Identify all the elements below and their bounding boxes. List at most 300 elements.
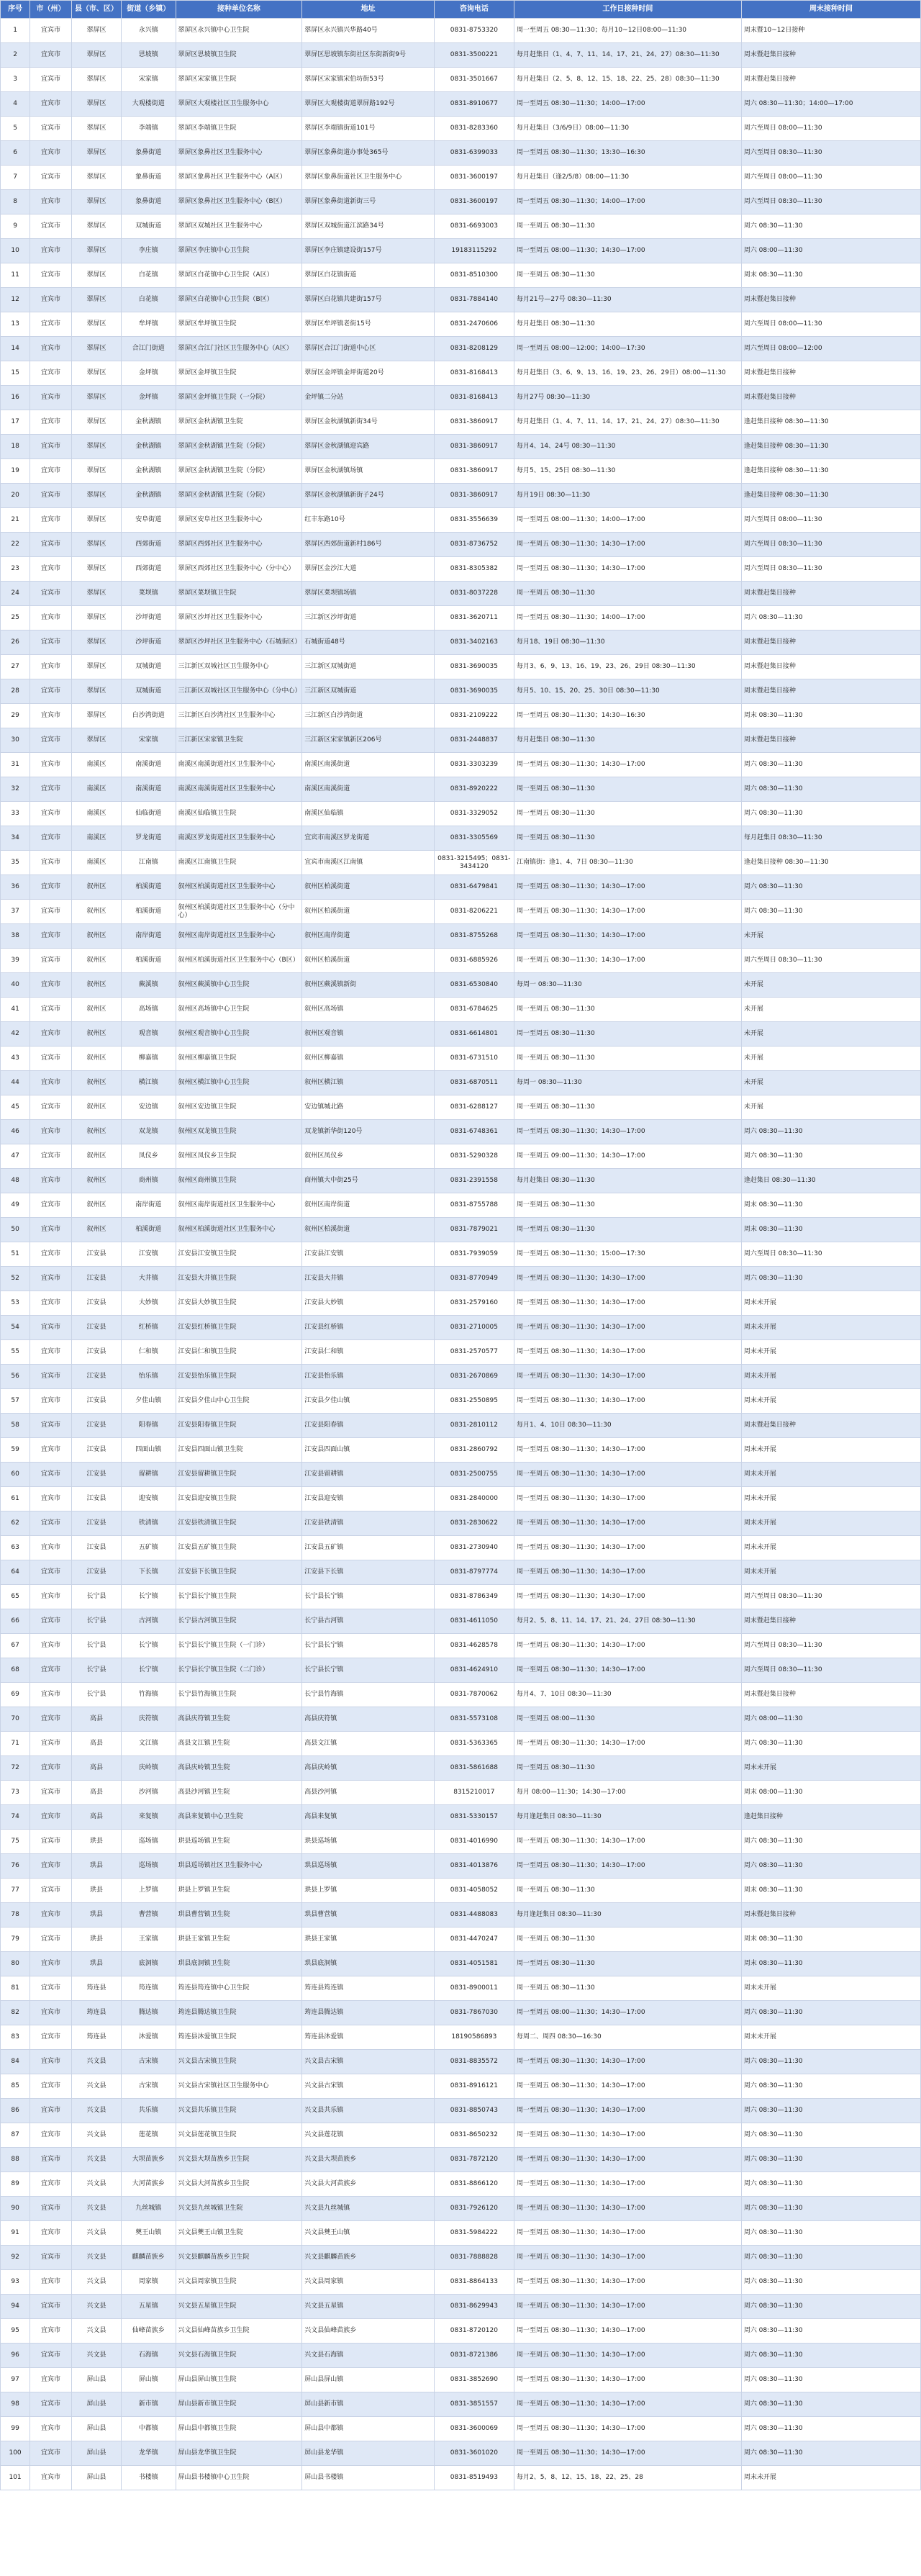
cell-address: 翠屏区李庄镇建设街157号: [302, 239, 435, 263]
cell-city: 宜宾市: [30, 312, 72, 337]
cell-street: 大井镇: [121, 1267, 176, 1291]
cell-phone: 0831-3305569: [434, 826, 514, 851]
cell-weekend-hours: 周六 08:30—11:30: [741, 2344, 920, 2368]
cell-street: 李庄镇: [121, 239, 176, 263]
cell-index: 52: [1, 1267, 30, 1291]
table-row: [1, 2172, 921, 2197]
cell-address: 三江新区白沙湾街道: [302, 704, 435, 728]
cell-address: 翠屏区金秋湖镇新街子24号: [302, 484, 435, 508]
cell-weekday-hours: 周一至周五 08:30—11:30；14:30—17:00: [514, 2319, 741, 2344]
table-row: [1, 435, 921, 459]
cell-phone: 0831-3215495；0831-3434120: [434, 851, 514, 875]
cell-weekend-hours: 周末 08:30—11:30: [741, 1879, 920, 1903]
table-row: [1, 2050, 921, 2074]
table-row: [1, 2099, 921, 2123]
table-row: [1, 2319, 921, 2344]
cell-weekday-hours: 周一至周五 08:30—11:30: [514, 582, 741, 606]
cell-address: 屏山县中都镇: [302, 2417, 435, 2441]
cell-index: 64: [1, 1560, 30, 1585]
cell-street: 柏溪街道: [121, 875, 176, 900]
cell-phone: 0831-8755788: [434, 1193, 514, 1218]
cell-index: 94: [1, 2295, 30, 2319]
cell-street: 象鼻街道: [121, 141, 176, 166]
cell-weekend-hours: 周末暨赶集日接种: [741, 728, 920, 753]
cell-weekend-hours: 周六 08:30—11:30: [741, 2001, 920, 2025]
cell-street: 横江镇: [121, 1071, 176, 1095]
cell-weekday-hours: 每月1、4、10日 08:30—11:30: [514, 1414, 741, 1438]
cell-city: 宜宾市: [30, 141, 72, 166]
cell-index: 20: [1, 484, 30, 508]
cell-index: 97: [1, 2368, 30, 2392]
cell-weekday-hours: 周一至周五 08:30—11:30: [514, 1976, 741, 2001]
table-row: [1, 263, 921, 288]
cell-county: 叙州区: [71, 924, 121, 949]
cell-index: 84: [1, 2050, 30, 2074]
cell-phone: 0831-3402163: [434, 631, 514, 655]
cell-phone: 18190586893: [434, 2025, 514, 2050]
cell-weekend-hours: 未开展: [741, 1047, 920, 1071]
cell-weekend-hours: 周末暨赶集日接种: [741, 679, 920, 704]
cell-county: 珙县: [71, 1903, 121, 1928]
cell-street: 中都镇: [121, 2417, 176, 2441]
cell-weekday-hours: 每周二、周四 08:30—16:30: [514, 2025, 741, 2050]
table-row: [1, 1952, 921, 1976]
cell-weekday-hours: 江南镇街：逢1、4、7日 08:30—11:30: [514, 851, 741, 875]
cell-phone: 0831-3860917: [434, 484, 514, 508]
cell-weekday-hours: 每月27号 08:30—11:30: [514, 386, 741, 410]
cell-site-name: 江安县四面山镇卫生院: [176, 1438, 302, 1463]
cell-weekend-hours: 周末未开展: [741, 1976, 920, 2001]
cell-address: 兴文县周家镇: [302, 2270, 435, 2295]
cell-city: 宜宾市: [30, 1169, 72, 1193]
cell-index: 68: [1, 1658, 30, 1683]
cell-county: 兴文县: [71, 2319, 121, 2344]
cell-street: 红桥镇: [121, 1316, 176, 1340]
cell-site-name: 屏山县屏山镇卫生院: [176, 2368, 302, 2392]
cell-index: 11: [1, 263, 30, 288]
cell-phone: 0831-2391558: [434, 1169, 514, 1193]
table-row: [1, 239, 921, 263]
cell-index: 48: [1, 1169, 30, 1193]
cell-address: 珙县曹营镇: [302, 1903, 435, 1928]
cell-county: 江安县: [71, 1536, 121, 1560]
cell-weekday-hours: 每月赶集日（1、4、7、11、14、17、21、24、27）08:30—11:30: [514, 410, 741, 435]
table-row: [1, 1022, 921, 1047]
cell-phone: 0831-8519493: [434, 2466, 514, 2490]
cell-site-name: 翠屏区金坪镇卫生院（一分院）: [176, 386, 302, 410]
cell-street: 沙坪街道: [121, 606, 176, 631]
cell-county: 兴文县: [71, 2246, 121, 2270]
cell-site-name: 江安县下长镇卫生院: [176, 1560, 302, 1585]
cell-site-name: 叙州区安边镇卫生院: [176, 1095, 302, 1120]
cell-phone: 0831-8721386: [434, 2344, 514, 2368]
cell-street: 九丝城镇: [121, 2197, 176, 2221]
table-row: [1, 2392, 921, 2417]
cell-index: 24: [1, 582, 30, 606]
cell-site-name: 高县文江镇卫生院: [176, 1732, 302, 1756]
table-row: [1, 1707, 921, 1732]
cell-phone: 0831-3860917: [434, 410, 514, 435]
cell-address: 金坪镇二分站: [302, 386, 435, 410]
cell-phone: 0831-3329052: [434, 802, 514, 826]
cell-phone: 0831-6784625: [434, 998, 514, 1022]
table-row: [1, 1854, 921, 1879]
cell-address: 长宁县古河镇: [302, 1609, 435, 1634]
cell-weekend-hours: 周六 08:30—11:30: [741, 2319, 920, 2344]
cell-weekday-hours: 每月4、7、10日 08:30—11:30: [514, 1683, 741, 1707]
cell-phone: 0831-8864133: [434, 2270, 514, 2295]
cell-weekday-hours: 每月5、10、15、20、25、30日 08:30—11:30: [514, 679, 741, 704]
cell-weekend-hours: 周六至周日 08:00—11:30: [741, 166, 920, 190]
cell-index: 75: [1, 1830, 30, 1854]
cell-address: 兴文县麒麟苗族乡: [302, 2246, 435, 2270]
cell-county: 翠屏区: [71, 435, 121, 459]
cell-phone: 0831-5363365: [434, 1732, 514, 1756]
cell-index: 26: [1, 631, 30, 655]
cell-phone: 0831-7888828: [434, 2246, 514, 2270]
cell-county: 江安县: [71, 1414, 121, 1438]
cell-phone: 0831-3851557: [434, 2392, 514, 2417]
table-row: [1, 2246, 921, 2270]
cell-street: 长宁镇: [121, 1585, 176, 1609]
cell-weekend-hours: 周六 08:30—11:30: [741, 2246, 920, 2270]
cell-phone: 0831-6870511: [434, 1071, 514, 1095]
cell-site-name: 翠屏区宋家镇卫生院: [176, 68, 302, 92]
cell-site-name: 长宁县长宁镇卫生院: [176, 1585, 302, 1609]
cell-weekday-hours: 每月赶集日（1、4、7、11、14、17、21、24、27）08:30—11:30: [514, 43, 741, 68]
cell-street: 白沙湾街道: [121, 704, 176, 728]
cell-city: 宜宾市: [30, 582, 72, 606]
cell-site-name: 翠屏区李庄镇中心卫生院: [176, 239, 302, 263]
cell-index: 85: [1, 2074, 30, 2099]
cell-street: 南溪街道: [121, 777, 176, 802]
cell-city: 宜宾市: [30, 1560, 72, 1585]
cell-index: 28: [1, 679, 30, 704]
cell-site-name: 珙县曹营镇卫生院: [176, 1903, 302, 1928]
cell-address: 叙州区南岸街道: [302, 1193, 435, 1218]
cell-city: 宜宾市: [30, 973, 72, 998]
cell-city: 宜宾市: [30, 900, 72, 924]
cell-county: 叙州区: [71, 949, 121, 973]
cell-city: 宜宾市: [30, 1291, 72, 1316]
cell-address: 珙县王家镇: [302, 1928, 435, 1952]
cell-index: 81: [1, 1976, 30, 2001]
table-row: [1, 1389, 921, 1414]
table-row: [1, 214, 921, 239]
cell-site-name: 兴文县石海镇卫生院: [176, 2344, 302, 2368]
cell-city: 宜宾市: [30, 533, 72, 557]
cell-street: 仙峰苗族乡: [121, 2319, 176, 2344]
cell-address: 江安县迎安镇: [302, 1487, 435, 1511]
cell-county: 长宁县: [71, 1683, 121, 1707]
cell-phone: 0831-2710005: [434, 1316, 514, 1340]
cell-address: 红丰东路10号: [302, 508, 435, 533]
cell-address: 兴文县仙峰苗族乡: [302, 2319, 435, 2344]
cell-phone: 0831-5330157: [434, 1805, 514, 1830]
cell-street: 牟坪镇: [121, 312, 176, 337]
table-row: [1, 998, 921, 1022]
cell-address: 翠屏区金秋湖镇迎宾路: [302, 435, 435, 459]
cell-county: 翠屏区: [71, 19, 121, 43]
table-row: [1, 1047, 921, 1071]
cell-site-name: 兴文县古宋镇社区卫生服务中心: [176, 2074, 302, 2099]
cell-street: 江安镇: [121, 1242, 176, 1267]
cell-site-name: 长宁县长宁镇卫生院（一门诊）: [176, 1634, 302, 1658]
cell-county: 南溪区: [71, 826, 121, 851]
cell-phone: 0831-3852690: [434, 2368, 514, 2392]
cell-city: 宜宾市: [30, 1365, 72, 1389]
cell-address: 叙州区柏溪街道: [302, 1218, 435, 1242]
cell-phone: 0831-2109222: [434, 704, 514, 728]
cell-site-name: 翠屏区思坡镇卫生院: [176, 43, 302, 68]
cell-address: 屏山县书楼镇: [302, 2466, 435, 2490]
cell-site-name: 叙州区南岸街道社区卫生服务中心: [176, 1193, 302, 1218]
cell-weekday-hours: 周一至周五 08:30—11:30；14:30—17:00: [514, 1438, 741, 1463]
cell-city: 宜宾市: [30, 2270, 72, 2295]
cell-phone: 0831-5984222: [434, 2221, 514, 2246]
cell-index: 70: [1, 1707, 30, 1732]
cell-weekend-hours: 周末暨赶集日接种: [741, 1609, 920, 1634]
cell-county: 屏山县: [71, 2368, 121, 2392]
cell-county: 翠屏区: [71, 312, 121, 337]
cell-city: 宜宾市: [30, 1609, 72, 1634]
cell-site-name: 翠屏区双城社区卫生服务中心: [176, 214, 302, 239]
cell-street: 思坡镇: [121, 43, 176, 68]
table-row: [1, 1340, 921, 1365]
cell-street: 筠连镇: [121, 1976, 176, 2001]
cell-address: 江安县阳春镇: [302, 1414, 435, 1438]
cell-index: 29: [1, 704, 30, 728]
cell-index: 99: [1, 2417, 30, 2441]
cell-phone: 0831-2840000: [434, 1487, 514, 1511]
cell-phone: 0831-8208129: [434, 337, 514, 361]
cell-street: 麒麟苗族乡: [121, 2246, 176, 2270]
cell-county: 兴文县: [71, 2123, 121, 2148]
cell-street: 永兴镇: [121, 19, 176, 43]
cell-city: 宜宾市: [30, 704, 72, 728]
cell-street: 金坪镇: [121, 361, 176, 386]
cell-index: 16: [1, 386, 30, 410]
cell-city: 宜宾市: [30, 1316, 72, 1340]
cell-city: 宜宾市: [30, 1120, 72, 1144]
cell-street: 文江镇: [121, 1732, 176, 1756]
cell-index: 33: [1, 802, 30, 826]
cell-address: 三江新区双城街道: [302, 655, 435, 679]
cell-address: 珙县巡场镇: [302, 1830, 435, 1854]
cell-street: 金坪镇: [121, 386, 176, 410]
cell-site-name: 翠屏区象鼻社区卫生服务中心（A区）: [176, 166, 302, 190]
cell-index: 22: [1, 533, 30, 557]
cell-city: 宜宾市: [30, 484, 72, 508]
cell-phone: 0831-7870062: [434, 1683, 514, 1707]
cell-phone: 0831-8755268: [434, 924, 514, 949]
cell-weekend-hours: 周末暨10~12日接种: [741, 19, 920, 43]
cell-site-name: 兴文县古宋镇卫生院: [176, 2050, 302, 2074]
cell-weekend-hours: 未开展: [741, 973, 920, 998]
cell-county: 江安县: [71, 1340, 121, 1365]
cell-county: 江安县: [71, 1365, 121, 1389]
cell-street: 安边镇: [121, 1095, 176, 1120]
cell-weekday-hours: 周一至周五 08:30—11:30；14:30—17:00: [514, 2172, 741, 2197]
cell-phone: 0831-2579160: [434, 1291, 514, 1316]
cell-weekday-hours: 周一至周五 08:30—11:30: [514, 1756, 741, 1781]
cell-weekend-hours: 周六 08:30—11:30: [741, 1732, 920, 1756]
cell-city: 宜宾市: [30, 2368, 72, 2392]
cell-site-name: 高县来复镇中心卫生院: [176, 1805, 302, 1830]
cell-index: 76: [1, 1854, 30, 1879]
cell-county: 高县: [71, 1732, 121, 1756]
cell-street: 宋家镇: [121, 68, 176, 92]
cell-street: 双龙镇: [121, 1120, 176, 1144]
cell-weekday-hours: 周一至周五 08:00—11:30；14:00—17:00: [514, 508, 741, 533]
cell-city: 宜宾市: [30, 631, 72, 655]
cell-city: 宜宾市: [30, 263, 72, 288]
cell-county: 筠连县: [71, 1976, 121, 2001]
cell-city: 宜宾市: [30, 2050, 72, 2074]
cell-city: 宜宾市: [30, 2417, 72, 2441]
cell-county: 长宁县: [71, 1658, 121, 1683]
cell-phone: 0831-5290328: [434, 1144, 514, 1169]
cell-index: 19: [1, 459, 30, 484]
cell-county: 江安县: [71, 1267, 121, 1291]
cell-county: 长宁县: [71, 1585, 121, 1609]
cell-county: 江安县: [71, 1560, 121, 1585]
cell-weekday-hours: 周一至周五 08:30—11:30: [514, 263, 741, 288]
cell-address: 高县沙河镇: [302, 1781, 435, 1805]
cell-weekend-hours: 周末暨赶集日接种: [741, 68, 920, 92]
cell-city: 宜宾市: [30, 655, 72, 679]
cell-weekend-hours: 周六 08:30—11:30: [741, 2221, 920, 2246]
cell-address: 翠屏区永兴镇兴华路40号: [302, 19, 435, 43]
cell-weekday-hours: 每月2、5、8、11、14、17、21、24、27日 08:30—11:30: [514, 1609, 741, 1634]
cell-site-name: 江安县仁和镇卫生院: [176, 1340, 302, 1365]
cell-weekday-hours: 周一至周五 08:30—11:30；14:30—17:00: [514, 2368, 741, 2392]
cell-phone: 0831-8786349: [434, 1585, 514, 1609]
table-row: [1, 924, 921, 949]
cell-county: 江安县: [71, 1463, 121, 1487]
cell-address: 兴文县九丝城镇: [302, 2197, 435, 2221]
cell-street: 庆符镇: [121, 1707, 176, 1732]
table-row: [1, 1242, 921, 1267]
table-row: [1, 1487, 921, 1511]
cell-weekday-hours: 周一至周五 08:00—11:30；14:30—17:00: [514, 239, 741, 263]
cell-weekday-hours: 周一至周五 08:30—11:30；14:30—17:00: [514, 533, 741, 557]
table-row: [1, 1928, 921, 1952]
cell-weekend-hours: 周六至周日 08:30—11:30: [741, 1585, 920, 1609]
cell-index: 100: [1, 2441, 30, 2466]
cell-weekend-hours: 周末 08:00—11:30: [741, 1781, 920, 1805]
cell-phone: 0831-3601020: [434, 2441, 514, 2466]
cell-weekday-hours: 周一至周五 08:30—11:30: [514, 1928, 741, 1952]
cell-weekday-hours: 周一至周五 08:30—11:30: [514, 1879, 741, 1903]
cell-index: 34: [1, 826, 30, 851]
cell-city: 宜宾市: [30, 190, 72, 214]
cell-weekend-hours: 周六 08:30—11:30: [741, 1267, 920, 1291]
table-row: [1, 1267, 921, 1291]
cell-weekday-hours: 每月2、5、8、12、15、18、22、25、28: [514, 2466, 741, 2490]
header-weekday-hours: 工作日接种时间: [514, 1, 741, 19]
cell-weekend-hours: 周末 08:30—11:30: [741, 1952, 920, 1976]
cell-weekday-hours: 每月赶集日（3/6/9日）08:00—11:30: [514, 117, 741, 141]
cell-phone: 19183115292: [434, 239, 514, 263]
cell-street: 底洞镇: [121, 1952, 176, 1976]
cell-site-name: 兴文县莲花镇卫生院: [176, 2123, 302, 2148]
cell-weekend-hours: 逢赶集日接种 08:30—11:30: [741, 851, 920, 875]
cell-street: 金秋湖镇: [121, 459, 176, 484]
cell-weekday-hours: 周一至周五 08:30—11:30；14:00—17:00: [514, 606, 741, 631]
cell-site-name: 叙州区双龙镇卫生院: [176, 1120, 302, 1144]
cell-phone: 0831-7867030: [434, 2001, 514, 2025]
cell-phone: 0831-2670869: [434, 1365, 514, 1389]
cell-site-name: 翠屏区永兴镇中心卫生院: [176, 19, 302, 43]
cell-county: 翠屏区: [71, 533, 121, 557]
cell-street: 金秋湖镇: [121, 435, 176, 459]
cell-address: 兴文县大河苗族乡: [302, 2172, 435, 2197]
table-row: [1, 1414, 921, 1438]
cell-address: 翠屏区白花镇街道: [302, 263, 435, 288]
cell-weekend-hours: 周末 08:30—11:30: [741, 1193, 920, 1218]
cell-site-name: 翠屏区白花镇中心卫生院（B区）: [176, 288, 302, 312]
cell-county: 翠屏区: [71, 68, 121, 92]
cell-weekend-hours: 周六 08:30—11:30: [741, 1144, 920, 1169]
cell-county: 南溪区: [71, 777, 121, 802]
cell-phone: 0831-3860917: [434, 435, 514, 459]
cell-address: 翠屏区西郊街道新村186号: [302, 533, 435, 557]
table-row: [1, 1658, 921, 1683]
cell-street: 庆岭镇: [121, 1756, 176, 1781]
cell-street: 五矿镇: [121, 1536, 176, 1560]
cell-site-name: 江安县阳春镇卫生院: [176, 1414, 302, 1438]
cell-county: 兴文县: [71, 2148, 121, 2172]
cell-weekend-hours: 周六 08:30—11:30: [741, 1830, 920, 1854]
cell-weekday-hours: 周一至周五 08:30—11:30；13:30—16:30: [514, 141, 741, 166]
header-county: 县（市、区）: [71, 1, 121, 19]
cell-address: 翠屏区菜坝镇场镇: [302, 582, 435, 606]
cell-weekend-hours: 逢赶集日接种 08:30—11:30: [741, 459, 920, 484]
table-row: [1, 1463, 921, 1487]
cell-city: 宜宾市: [30, 2295, 72, 2319]
cell-phone: 0831-2550895: [434, 1389, 514, 1414]
cell-site-name: 江安县五矿镇卫生院: [176, 1536, 302, 1560]
cell-site-name: 南溪区江南镇卫生院: [176, 851, 302, 875]
cell-street: 巡场镇: [121, 1854, 176, 1879]
cell-weekday-hours: 周一至周五 08:30—11:30；14:30—17:00: [514, 2148, 741, 2172]
cell-street: 沙坪街道: [121, 631, 176, 655]
cell-phone: 0831-3600197: [434, 190, 514, 214]
cell-weekday-hours: 每月19日 08:30—11:30: [514, 484, 741, 508]
table-row: [1, 1634, 921, 1658]
cell-index: 73: [1, 1781, 30, 1805]
cell-city: 宜宾市: [30, 826, 72, 851]
cell-street: 长宁镇: [121, 1634, 176, 1658]
cell-weekday-hours: 周一至周五 08:30—11:30；14:30—17:00: [514, 2417, 741, 2441]
cell-county: 高县: [71, 1756, 121, 1781]
cell-site-name: 屏山县龙华镇卫生院: [176, 2441, 302, 2466]
cell-county: 翠屏区: [71, 141, 121, 166]
cell-city: 宜宾市: [30, 361, 72, 386]
cell-weekday-hours: 周一至周五 08:30—11:30；14:30—17:00: [514, 900, 741, 924]
cell-phone: 0831-3620711: [434, 606, 514, 631]
cell-phone: 0831-4470247: [434, 1928, 514, 1952]
cell-county: 翠屏区: [71, 117, 121, 141]
cell-city: 宜宾市: [30, 1095, 72, 1120]
cell-city: 宜宾市: [30, 1414, 72, 1438]
cell-site-name: 三江新区宋家镇卫生院: [176, 728, 302, 753]
cell-weekday-hours: 每月3、6、9、13、16、19、23、26、29日 08:30—11:30: [514, 655, 741, 679]
cell-weekend-hours: 周六 08:30—11:30: [741, 875, 920, 900]
cell-weekday-hours: 周一至周五 08:30—11:30: [514, 1095, 741, 1120]
table-row: [1, 1438, 921, 1463]
